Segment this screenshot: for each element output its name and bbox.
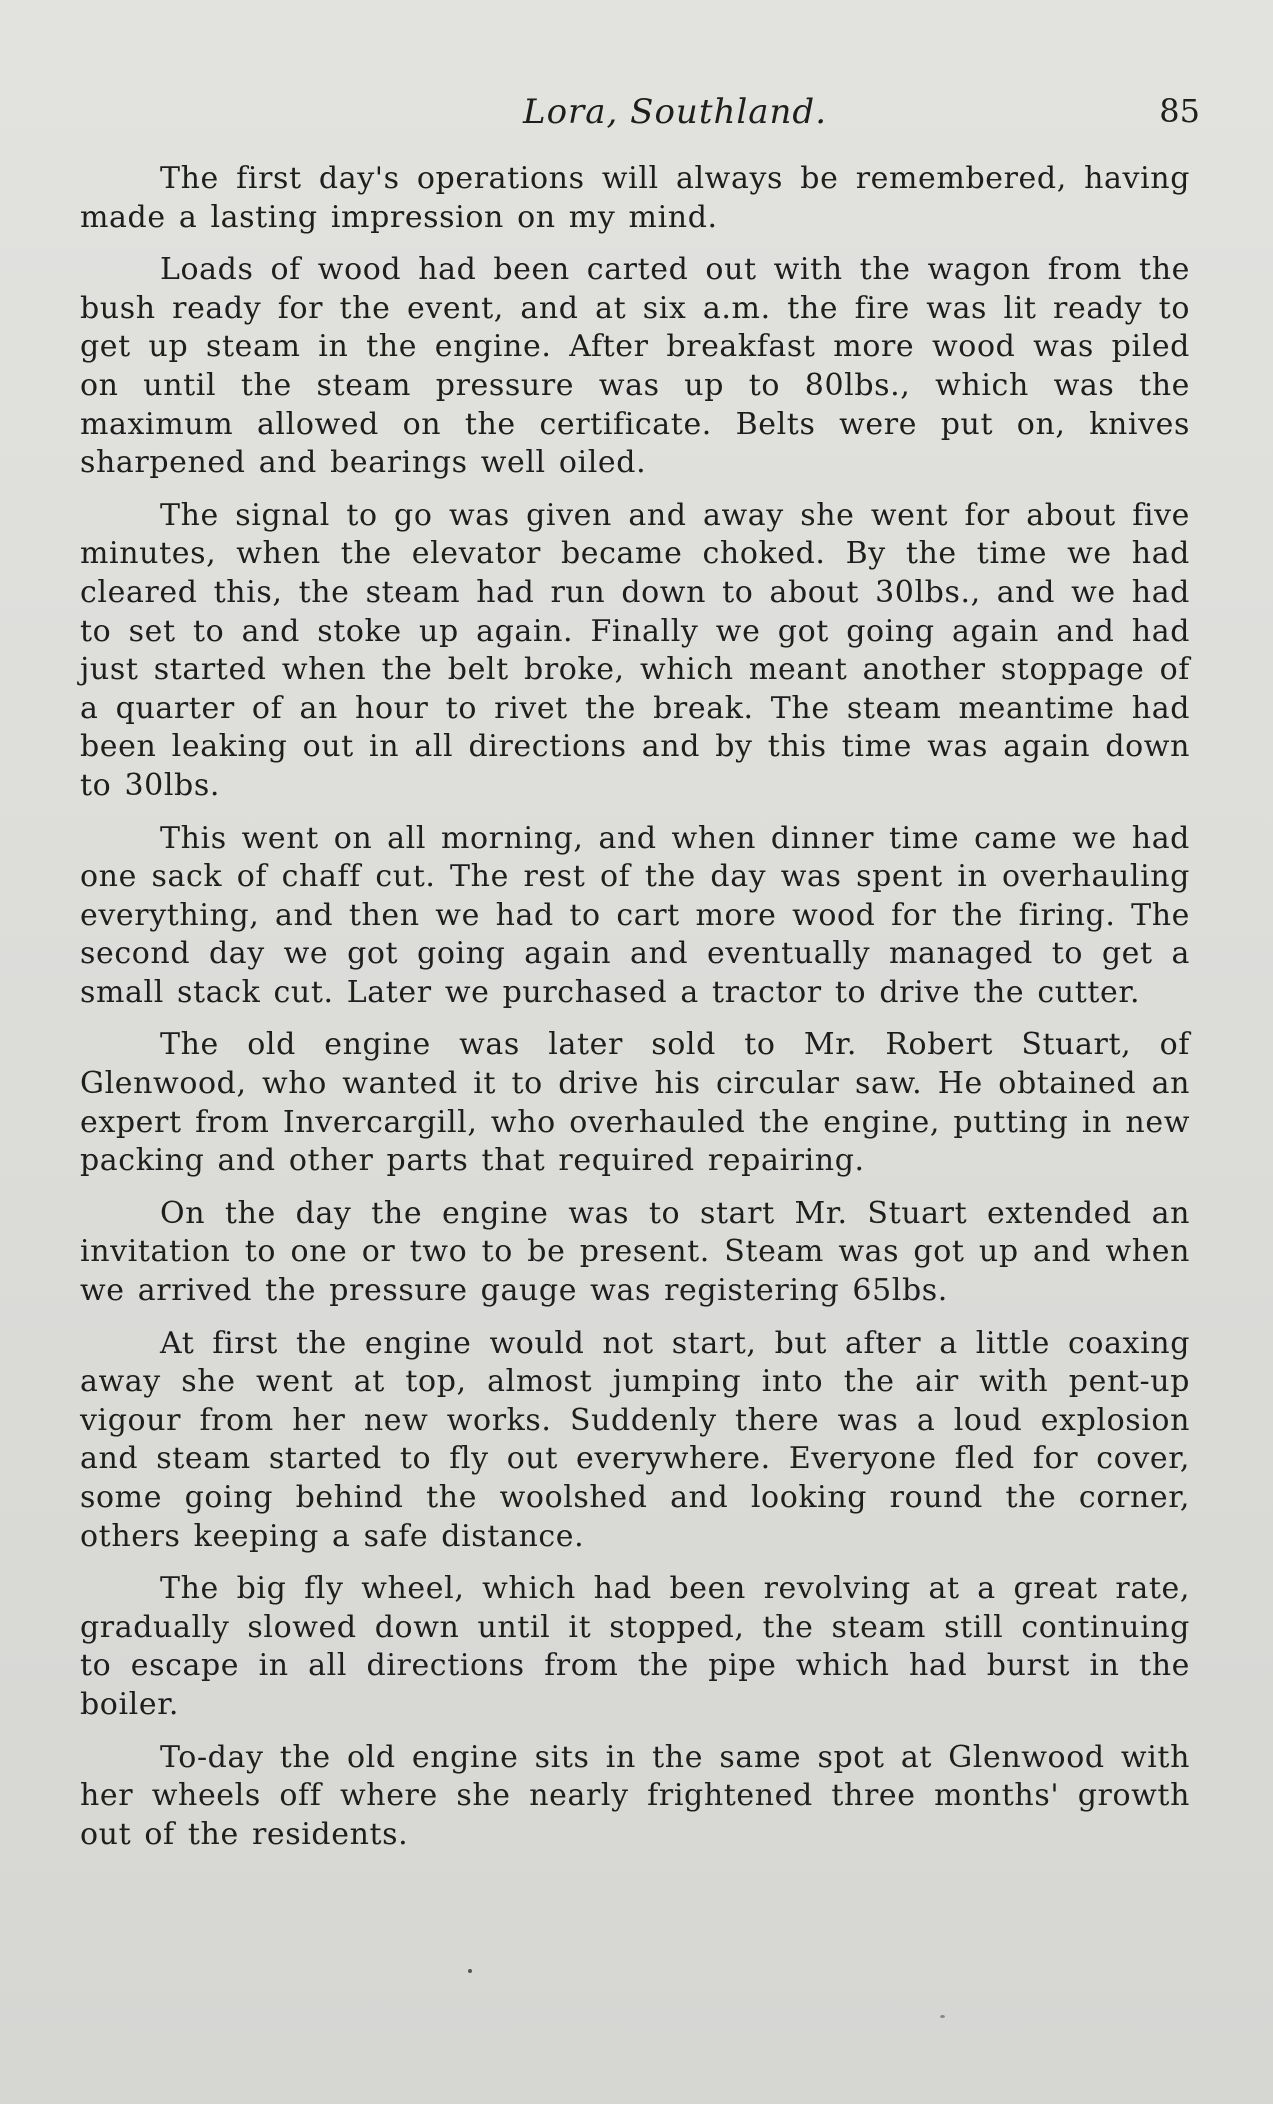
paragraph: At first the engine would not start, but after a little coaxing away she went at top, almost jumping into the air with pent-up vigour from her new works. Suddenly there was a loud explosion and steam started to fly out everywhere. Everyone fled for cover, some going behind the woolshed and looking round the corner, others keeping a safe distance.	[80, 1325, 1190, 1554]
body-text	[80, 160, 1190, 1868]
paragraph: To-day the old engine sits in the same spot at Glenwood with her wheels off where she nearly frightened three months' growth out of the residents.	[80, 1739, 1190, 1852]
paragraph: This went on all morning, and when dinner time came we had one sack of chaff cut. The rest of the day was spent in overhauling everything, and then we had to cart more wood for the firing. The second day we got going again and eventually managed to get a small stack cut. Later we purchased a tractor to drive the cutter.	[80, 820, 1190, 1010]
paragraph: The signal to go was given and away she went for about five minutes, when the elevator became choked. By the time we had cleared this, the steam had run down to about 30lbs., and we had to set to and stoke up again. Finally we got going again and had just started when the belt broke, which meant another stoppage of a quarter of an hour to rivet the break. The steam meantime had been leaking out in all directions and by this time was again down to 30lbs.	[80, 497, 1190, 803]
page-number: 85	[1159, 92, 1200, 130]
paragraph: The big fly wheel, which had been revolving at a great rate, gradually slowed down until it stopped, the steam still continuing to escape in all directions from the pipe which had burst in the boiler.	[80, 1571, 1190, 1722]
paragraph: On the day the engine was to start Mr. Stuart extended an invitation to one or two to be present. Steam was got up and when we arrived the pressure gauge was registering 65lbs.	[80, 1195, 1190, 1309]
running-header	[150, 92, 1200, 136]
paper-speck	[468, 1969, 472, 1973]
running-title: Lora, Southland.	[522, 92, 828, 132]
paragraph: The first day's operations will always be remembered, having made a lasting impression on my mind.	[80, 161, 1190, 235]
paragraph: Loads of wood had been carted out with the wagon from the bush ready for the event, and at six a.m. the fire was lit ready to get up steam in the engine. After breakfast more wood was piled on until the steam pressure was up to 80lbs., which was the maximum allowed on the certificate. Belts were put on, knives sharpened and bearings well oiled.	[80, 252, 1190, 481]
paragraph: The old engine was later sold to Mr. Robert Stuart, of Glenwood, who wanted it to drive his circular saw. He obtained an expert from Invercargill, who overhauled the engine, putting in new packing and other parts that required repairing.	[80, 1027, 1190, 1179]
paper-speck	[940, 2015, 945, 2018]
